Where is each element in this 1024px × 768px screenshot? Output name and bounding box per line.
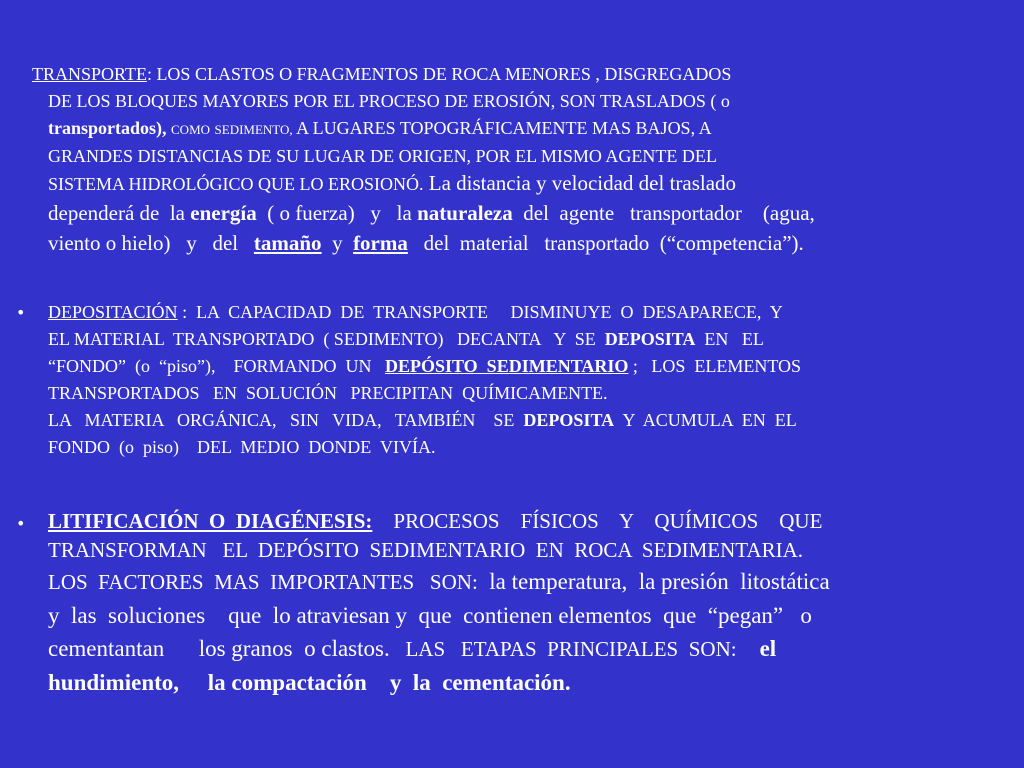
depositacion-heading: DEPOSITACIÓN [48, 302, 178, 322]
transporte-line-6 [48, 198, 998, 228]
litificacion-line-1 [48, 506, 1008, 536]
text-segment: : LA CAPACIDAD DE TRANSPORTE DISMINUYE O DESAPARECE, Y [177, 302, 783, 322]
text-segment: LOS FACTORES MAS IMPORTANTES SON: [48, 570, 478, 594]
text-segment: la temperatura, la presión litostática [477, 569, 830, 594]
text-segment: del material transportado (“competencia”). [407, 231, 804, 255]
transporte-line-5 [48, 170, 998, 198]
text-segment: Y ACUMULA EN EL [614, 410, 797, 430]
litificacion-line-3 [48, 565, 1008, 599]
deposito-sedimentario-bold: DEPÓSITO SEDIMENTARIO [384, 356, 629, 376]
transporte-line-4: GRANDES DISTANCIAS DE SU LUGAR DE ORIGEN, POR EL MISMO AGENTE DEL [48, 146, 717, 166]
depositacion-line-6: FONDO (o piso) DEL MEDIO DONDE VIVÍA. [48, 437, 436, 457]
transporte-paragraph [32, 61, 998, 258]
depositacion-line-2 [48, 326, 998, 353]
litificacion-line-6: hundimiento, la compactación y la cementación. [48, 670, 571, 695]
litificacion-line-4: y las soluciones que lo atraviesan y que contienen elementos que “pegan” o [48, 603, 812, 628]
litificacion-heading: LITIFICACIÓN O DIAGÉNESIS: [48, 509, 373, 533]
depositacion-paragraph [48, 299, 998, 461]
depositacion-line-4: TRANSPORTADOS EN SOLUCIÓN PRECIPITAN QUÍMICAMENTE. [48, 383, 608, 403]
transporte-heading: TRANSPORTE [32, 64, 147, 84]
como-text: COMO [171, 122, 211, 137]
energia-bold: energía [190, 201, 257, 225]
transporte-line-2: DE LOS BLOQUES MAYORES POR EL PROCESO DE EROSIÓN, SON TRASLADOS ( o [48, 91, 730, 111]
text-segment: LA MATERIA ORGÁNICA, SIN VIDA, TAMBIÉN SE [48, 410, 524, 430]
bullet-icon-2: • [16, 514, 26, 533]
text-segment: PROCESOS FÍSICOS Y QUÍMICOS QUE [372, 509, 823, 533]
text-segment: ( o fuerza) y la [256, 201, 418, 225]
bullet-icon: • [16, 303, 26, 322]
forma-bold-underlined: forma [353, 231, 408, 255]
transporte-line-1 [32, 61, 998, 88]
deposita-bold: DEPOSITA [604, 329, 696, 349]
text-segment: viento o hielo) y del [48, 231, 254, 255]
distancia-text: La distancia y velocidad del traslado [423, 171, 737, 195]
text-segment: LAS ETAPAS PRINCIPALES SON: [389, 637, 737, 661]
text-segment: cementantan los granos o clastos. [48, 636, 390, 661]
text-segment: el [736, 636, 777, 661]
depositacion-line-3 [48, 353, 998, 380]
text-segment: EL MATERIAL TRANSPORTADO ( SEDIMENTO) DECANTA Y SE [48, 329, 605, 349]
text-segment: y [321, 231, 354, 255]
text-segment: ; LOS ELEMENTOS [628, 356, 802, 376]
transportados-bold: transportados), [48, 118, 167, 138]
sedimento-text: SEDIMENTO, [214, 122, 293, 137]
tamano-bold-underlined: tamaño [253, 231, 322, 255]
text-segment: “FONDO” (o “piso”), FORMANDO UN [48, 356, 385, 376]
litificacion-paragraph [48, 506, 1008, 699]
lugares-text: A LUGARES TOPOGRÁFICAMENTE MAS BAJOS, A [296, 118, 712, 138]
litificacion-line-2: TRANSFORMAN EL DEPÓSITO SEDIMENTARIO EN ROCA SEDIMENTARIA. [48, 538, 803, 562]
deposita-bold-2: DEPOSITA [523, 410, 615, 430]
erosiono-text: SISTEMA HIDROLÓGICO QUE LO EROSIONÓ. [48, 174, 424, 194]
text-segment: dependerá de la [48, 201, 191, 225]
naturaleza-bold: naturaleza [417, 201, 513, 225]
depositacion-line-1 [48, 299, 998, 326]
text-segment: del agente transportador (agua, [512, 201, 815, 225]
depositacion-line-5 [48, 407, 998, 434]
litificacion-line-5 [48, 632, 1008, 666]
transporte-text: : LOS CLASTOS O FRAGMENTOS DE ROCA MENORES , DISGREGADOS [146, 64, 732, 84]
text-segment: EN EL [695, 329, 764, 349]
transporte-line-7 [48, 228, 998, 258]
transporte-line-3 [48, 115, 998, 143]
